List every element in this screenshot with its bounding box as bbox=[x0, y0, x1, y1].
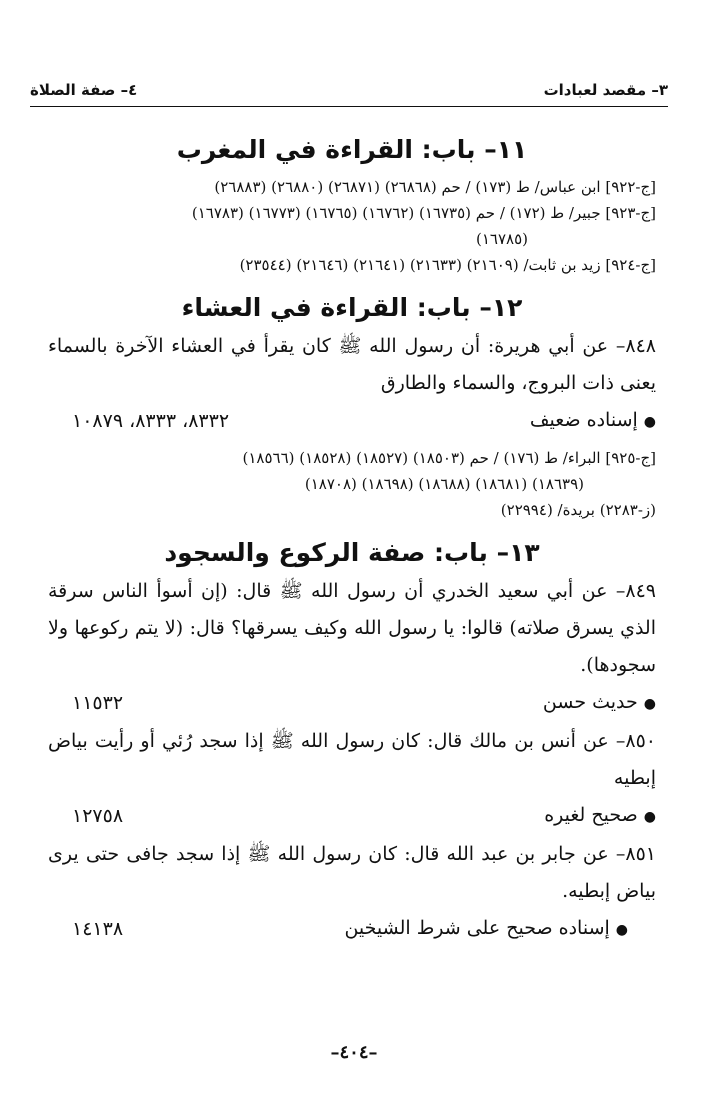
running-header bbox=[30, 76, 668, 104]
reference-numbers: ١٤١٣٨ bbox=[72, 918, 124, 940]
section-12-heading: ١٢– باب: القراءة في العشاء bbox=[181, 293, 523, 322]
section-11-references bbox=[48, 174, 656, 278]
reference-numbers: ٨٣٣٢، ٨٣٣٣، ١٠٨٧٩ bbox=[72, 410, 230, 432]
page-number: –٤٠٤– bbox=[330, 1042, 378, 1063]
reference-numbers: ١١٥٣٢ bbox=[72, 692, 124, 714]
bullet-icon: ● bbox=[643, 696, 656, 712]
hadith-850-grade-row bbox=[48, 797, 656, 836]
reference-line: [ج-٩٢٥] البراء/ ط (١٧٦) / حم (١٨٥٠٣) (١٨٥٢٧) (١٨٥٢٨) (١٨٥٦٦) bbox=[242, 449, 656, 467]
hadith-850: ٨٥٠– عن أنس بن مالك قال: كان رسول الله ﷺ إذا سجد رُئي أو رأيت بياض إبطيه bbox=[48, 730, 656, 789]
bullet-icon: ● bbox=[643, 809, 656, 825]
hadith-851: ٨٥١– عن جابر بن عبد الله قال: كان رسول الله ﷺ إذا سجد جافى حتى يرى بياض إبطيه. bbox=[48, 843, 656, 902]
hadith-848-grade-row bbox=[48, 402, 656, 441]
grade-label: إسناده صحيح على شرط الشيخين bbox=[344, 917, 610, 939]
reference-line: (ز-٢٢٨٣) بريدة/ (٢٢٩٩٤) bbox=[500, 501, 656, 519]
hadith-849: ٨٤٩– عن أبي سعيد الخدري أن رسول الله ﷺ قال: (إن أسوأ الناس سرقة الذي يسرق صلاته) قالوا: يا رسول الله وكيف يسرقها؟ قال: (لا يتم ركوعها ولا سجودها). bbox=[48, 580, 656, 676]
page-body bbox=[48, 130, 656, 949]
grade-label: حديث حسن bbox=[542, 691, 638, 713]
reference-numbers: ١٢٧٥٨ bbox=[72, 805, 124, 827]
bullet-icon: ● bbox=[643, 414, 656, 430]
reference-line: (١٨٦٣٩) (١٨٦٨١) (١٨٦٨٨) (١٨٦٩٨) (١٨٧٠٨) bbox=[304, 475, 584, 493]
section-11-heading: ١١– باب: القراءة في المغرب bbox=[176, 135, 528, 164]
reference-line: [ج-٩٢٣] جبير/ ط (١٧٢) / حم (١٦٧٣٥) (١٦٧٦٢) (١٦٧٦٥) (١٦٧٧٣) (١٦٧٨٣) bbox=[191, 204, 656, 222]
grade-label: إسناده ضعيف bbox=[529, 409, 638, 431]
grade-label: صحيح لغيره bbox=[544, 804, 638, 826]
header-chapter: ٣– مقصد لعبادات bbox=[543, 81, 668, 99]
bullet-icon: ● bbox=[615, 922, 628, 938]
grade-text bbox=[530, 402, 656, 441]
header-divider bbox=[30, 106, 668, 107]
hadith-851-grade-row bbox=[48, 910, 656, 949]
reference-line: (١٦٧٨٥) bbox=[475, 230, 528, 248]
section-13-heading: ١٣– باب: صفة الركوع والسجود bbox=[164, 538, 540, 567]
section-12-references bbox=[48, 445, 656, 523]
hadith-848: ٨٤٨– عن أبي هريرة: أن رسول الله ﷺ كان يقرأ في العشاء الآخرة بالسماء يعنى ذات البروج، والسماء والطارق bbox=[48, 335, 656, 394]
reference-line: [ج-٩٢٢] ابن عباس/ ط (١٧٣) / حم (٢٦٨٦٨) (٢٦٨٧١) (٢٦٨٨٠) (٢٦٨٨٣) bbox=[214, 178, 656, 196]
header-section: ٤– صفة الصلاة bbox=[30, 81, 138, 99]
grade-text bbox=[344, 910, 656, 949]
hadith-849-grade-row bbox=[48, 684, 656, 723]
grade-text bbox=[543, 684, 656, 723]
grade-text bbox=[544, 797, 656, 836]
reference-line: [ج-٩٢٤] زيد بن ثابت/ (٢١٦٠٩) (٢١٦٣٣) (٢١٦٤١) (٢١٦٤٦) (٢٣٥٤٤) bbox=[239, 256, 656, 274]
